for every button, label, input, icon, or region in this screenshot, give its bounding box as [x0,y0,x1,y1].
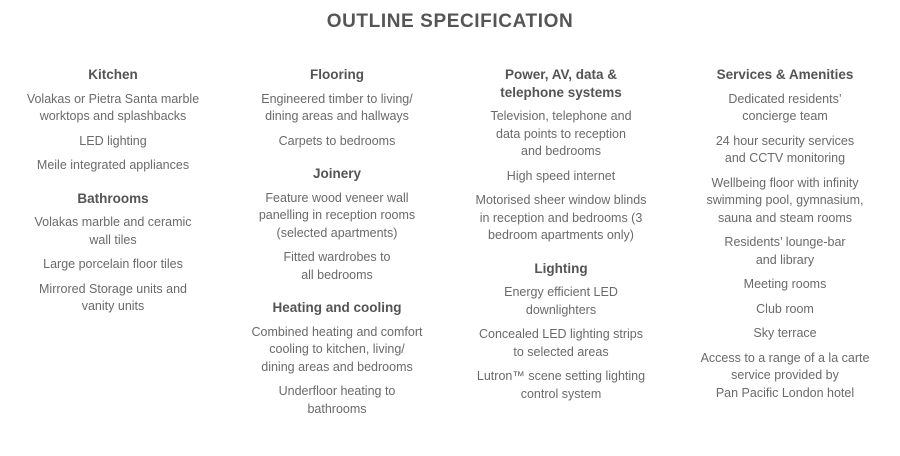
spec-item: Volakas or Pietra Santa marble worktops and splashbacks [26,91,200,123]
spec-column-4 [675,66,895,417]
spec-item: Engineered timber to living/ dining areas and hallways [261,91,413,123]
spec-item: Mirrored Storage units and vanity units [39,281,187,313]
spec-item: Sky terrace [753,326,817,340]
spec-item: Meeting rooms [743,277,827,291]
section-title: Power, AV, data & telephone systems [500,67,622,100]
spec-item: LED lighting [79,133,147,148]
section-kitchen [3,66,223,175]
section-power-av [451,66,671,245]
spec-column-1 [3,66,223,331]
section-title: Kitchen [88,67,138,82]
spec-item: Lutron™ scene setting lighting control system [476,369,646,401]
section-title: Lighting [534,260,588,276]
spec-item: Underfloor heating to bathrooms [278,384,396,416]
section-lighting [451,260,671,404]
section-bathrooms [3,190,223,316]
spec-column-2 [227,66,447,433]
spec-item: Carpets to bedrooms [278,133,396,148]
spec-item: 24 hour security services and CCTV monitoring [715,133,855,165]
spec-item: Wellbeing floor with infinity swimming pool, gymnasium, sauna and steam rooms [706,175,864,225]
section-title: Flooring [310,67,364,82]
spec-item: Access to a range of a la carte service provided by Pan Pacific London hotel [700,350,870,400]
spec-item: Energy efficient LED downlighters [504,285,618,317]
spec-item: High speed internet [506,168,616,183]
section-services-amenities [675,66,895,402]
spec-item: Fitted wardrobes to all bedrooms [283,250,391,282]
spec-item: Meile integrated appliances [36,158,190,172]
section-title: Heating and cooling [272,300,402,315]
spec-item: Television, telephone and data points to reception and bedrooms [490,109,632,158]
spec-item: Concealed LED lighting strips to selected areas [479,327,643,359]
spec-item: Motorised sheer window blinds in reception and bedrooms (3 bedroom apartments only) [475,193,647,242]
spec-item: Volakas marble and ceramic wall tiles [34,215,192,247]
spec-column-3 [451,66,671,418]
spec-item: Club room [756,301,814,316]
page-title: OUTLINE SPECIFICATION [326,11,574,32]
spec-item: Combined heating and comfort cooling to kitchen, living/ dining areas and bedrooms [251,324,423,374]
spec-item: Large porcelain floor tiles [43,257,183,271]
section-flooring [227,66,447,150]
section-title: Joinery [312,166,362,181]
section-joinery [227,165,447,284]
section-heating-cooling [227,299,447,418]
section-title: Services & Amenities [716,67,854,82]
section-title: Bathrooms [77,190,149,206]
spec-item: Dedicated residents’ concierge team [728,91,842,123]
spec-item: Feature wood veneer wall panelling in reception rooms (selected apartments) [258,190,416,240]
spec-item: Residents’ lounge-bar and library [724,235,846,267]
